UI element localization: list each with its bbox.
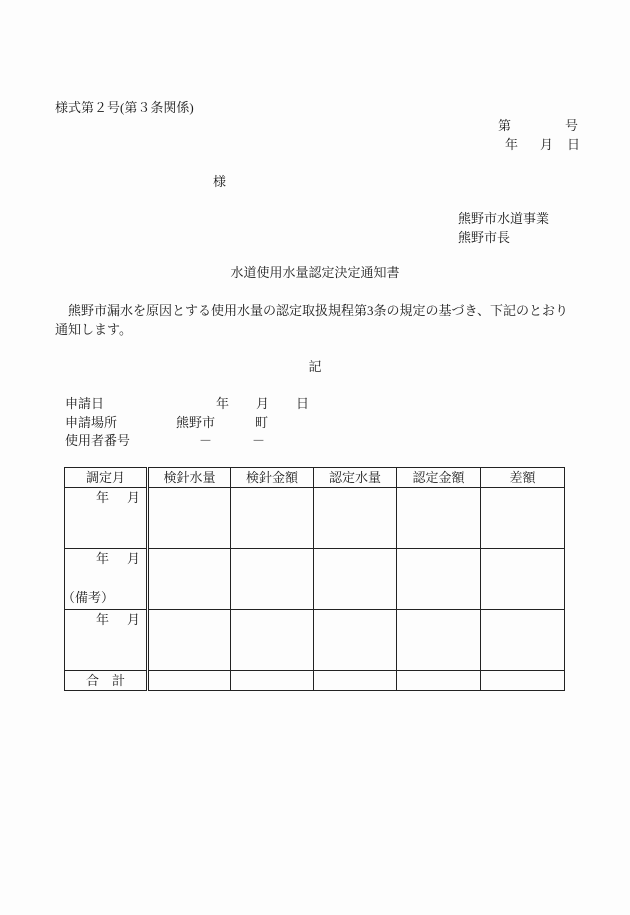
- header-certified-amount: 認定金額: [397, 468, 481, 488]
- cell-certified-amount: [397, 488, 481, 549]
- user-number-separator-2: －: [252, 433, 266, 448]
- cell-certified-volume: [314, 610, 397, 671]
- addressee-honorific: 様: [213, 174, 227, 189]
- row-month-label: 月: [127, 551, 141, 566]
- user-number-separator-1: －: [199, 433, 213, 448]
- body-line-2: 通知します。: [55, 322, 132, 337]
- row-year-label: 年: [96, 551, 110, 566]
- total-certified-amount: [397, 671, 481, 691]
- cell-metered-volume: [148, 549, 231, 610]
- document-number-prefix: 第: [498, 118, 512, 133]
- row-year-label: 年: [96, 612, 110, 627]
- row-month-label: 月: [127, 612, 141, 627]
- row-year-label: 年: [96, 490, 110, 505]
- table-row: [65, 549, 565, 610]
- application-date-label: 申請日: [65, 396, 105, 411]
- table-total-row: [65, 671, 565, 691]
- cell-metered-amount: [231, 549, 314, 610]
- user-number-label: 使用者番号: [65, 433, 131, 448]
- cell-certified-amount: [397, 610, 481, 671]
- cell-difference: [481, 610, 565, 671]
- row-month-label: 月: [127, 490, 141, 505]
- cell-certified-amount: [397, 549, 481, 610]
- cell-difference: [481, 549, 565, 610]
- issue-date-month: 月: [540, 137, 554, 152]
- remarks-label: （備考）: [62, 590, 115, 605]
- header-metered-volume: 検針水量: [148, 468, 231, 488]
- row-month-cell: [65, 610, 148, 671]
- cell-certified-volume: [314, 488, 397, 549]
- total-metered-volume: [148, 671, 231, 691]
- cell-certified-volume: [314, 549, 397, 610]
- table-header-row: [65, 468, 565, 488]
- document-title: 水道使用水量認定決定通知書: [230, 265, 400, 280]
- body-line-1: 熊野市漏水を原因とする使用水量の認定取扱規程第3条の規定の基づき、下記のとおり: [68, 303, 568, 318]
- table-row: [65, 488, 565, 549]
- form-label: 様式第２号(第３条関係): [55, 100, 194, 115]
- header-metered-amount: 検針金額: [231, 468, 314, 488]
- application-place-city: 熊野市: [176, 415, 216, 430]
- total-metered-amount: [231, 671, 314, 691]
- cell-metered-amount: [231, 488, 314, 549]
- application-date-day: 日: [296, 396, 310, 411]
- application-date-month: 月: [256, 396, 270, 411]
- issuer-title: 熊野市長: [458, 230, 511, 245]
- document-number-suffix: 号: [565, 118, 579, 133]
- cell-difference: [481, 488, 565, 549]
- application-place-label: 申請場所: [65, 415, 118, 430]
- total-difference: [481, 671, 565, 691]
- cell-metered-amount: [231, 610, 314, 671]
- application-place-town: 町: [255, 415, 269, 430]
- cell-metered-volume: [148, 488, 231, 549]
- cell-metered-volume: [148, 610, 231, 671]
- header-billing-month: 調定月: [65, 468, 148, 488]
- row-month-cell: [65, 488, 148, 549]
- total-label: 合 計: [65, 671, 148, 691]
- issue-date-day: 日: [567, 137, 581, 152]
- application-date-year: 年: [216, 396, 230, 411]
- issue-date-year: 年: [505, 137, 519, 152]
- total-certified-volume: [314, 671, 397, 691]
- header-certified-volume: 認定水量: [314, 468, 397, 488]
- table-row: [65, 610, 565, 671]
- issuer-organization: 熊野市水道事業: [458, 211, 550, 226]
- ki-heading: 記: [308, 359, 322, 374]
- header-difference: 差額: [481, 468, 565, 488]
- assessment-table: [64, 467, 565, 691]
